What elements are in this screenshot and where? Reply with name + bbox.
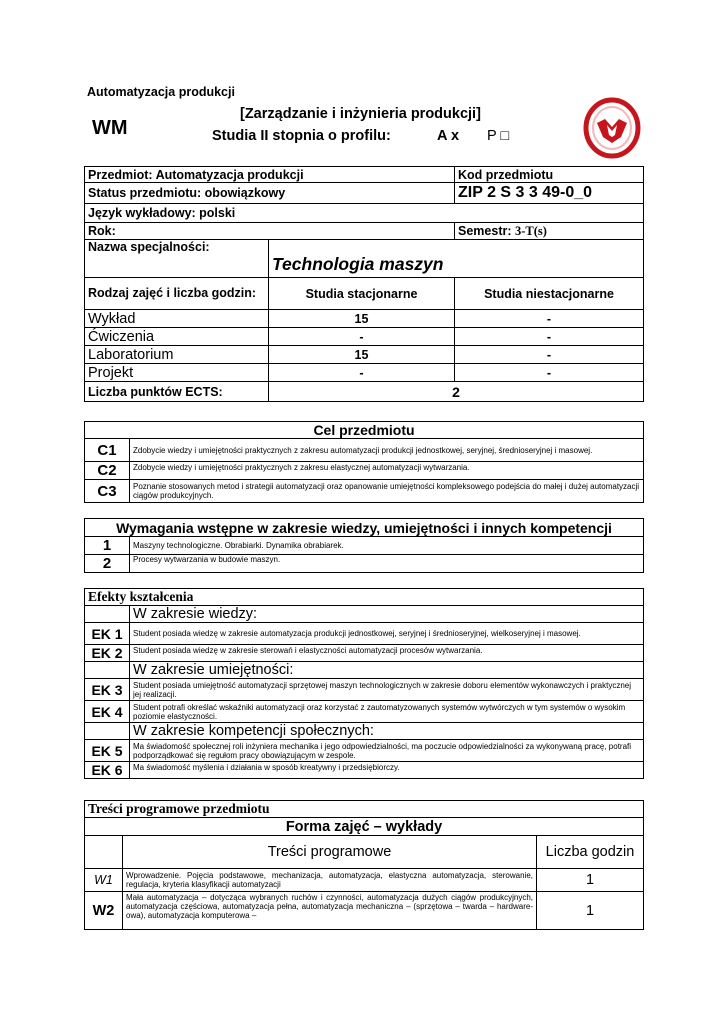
ek-code: EK 5: [85, 740, 130, 762]
table-row: [85, 645, 644, 662]
efekty-umiejetnosci-heading: W zakresie umiejętności:: [130, 662, 644, 679]
table-row: [85, 892, 644, 930]
table-row: [85, 346, 644, 364]
tresci-hours: 1: [537, 892, 644, 930]
row-stac: -: [269, 328, 455, 346]
kod-value: ZIP 2 S 3 3 49-0_0: [455, 183, 644, 204]
header-profile-a: A x: [437, 128, 460, 144]
table-row: [85, 555, 644, 573]
ects-label: Liczba punktów ECTS:: [85, 382, 269, 402]
wymagania-table: [84, 518, 644, 573]
table-row: [85, 364, 644, 382]
ek-code: EK 4: [85, 701, 130, 723]
row-name: Projekt: [85, 364, 269, 382]
cel-title: Cel przedmiotu: [85, 422, 644, 439]
tresci-title: Treści programowe przedmiotu: [85, 801, 644, 818]
ek-code: EK 6: [85, 762, 130, 779]
table-row: [85, 328, 644, 346]
efekty-table: [84, 588, 644, 779]
cel-text: Zdobycie wiedzy i umiejętności praktycznych z zakresu elastycznej automatyzacji wytwarzania.: [130, 462, 644, 480]
empty-cell: [85, 662, 130, 679]
ek-code: EK 3: [85, 679, 130, 701]
table-row: [85, 701, 644, 723]
status-cell: Status przedmiotu: obowiązkowy: [85, 183, 455, 204]
przedmiot-cell: Przedmiot: Automatyzacja produkcji: [85, 167, 455, 183]
col-niestacjonarne: Studia niestacjonarne: [455, 278, 644, 310]
row-niestac: -: [455, 346, 644, 364]
cel-text: Poznanie stosowanych metod i strategii automatyzacji oraz opanowanie umiejętności kompleksowego podejścia do małej i dużej automatyzacji ciągów produkcyjnych.: [130, 480, 644, 503]
table-row: [85, 462, 644, 480]
col-stacjonarne: Studia stacjonarne: [269, 278, 455, 310]
semestr-cell: [455, 223, 644, 240]
row-stac: 15: [269, 310, 455, 328]
ek-text: Student posiada wiedzę w zakresie automatyzacja produkcji jednostkowej, seryjnej i średnioseryjnej, wielkoseryjnej i masowej.: [130, 623, 644, 645]
table-row: [85, 740, 644, 762]
ek-text: Ma świadomość myślenia i działania w sposób kreatywny i przedsiębiorczy.: [130, 762, 644, 779]
header-studies-label: Studia II stopnia o profilu:: [212, 128, 391, 144]
header-program: [Zarządzanie i inżynieria produkcji]: [240, 106, 481, 122]
table-row: [85, 869, 644, 892]
table-row: [85, 480, 644, 503]
wymagania-code: 2: [85, 555, 130, 573]
tresci-hours: 1: [537, 869, 644, 892]
row-name: Wykład: [85, 310, 269, 328]
wymagania-text: Maszyny technologiczne. Obrabiarki. Dynamika obrabiarek.: [130, 537, 644, 555]
rok-cell: Rok:: [85, 223, 455, 240]
cel-table: [84, 421, 644, 503]
table-row: [85, 439, 644, 462]
cel-code: C1: [85, 439, 130, 462]
empty-cell: [85, 836, 123, 869]
tresci-forma: Forma zajęć – wykłady: [85, 818, 644, 836]
row-name: Ćwiczenia: [85, 328, 269, 346]
ek-code: EK 1: [85, 623, 130, 645]
row-stac: -: [269, 364, 455, 382]
row-stac: 15: [269, 346, 455, 364]
university-emblem-icon: [583, 97, 641, 159]
cel-text: Zdobycie wiedzy i umiejętności praktycznych z zakresu automatyzacji produkcji jednostkowej, seryjnej, średnioseryjnej i masowej.: [130, 439, 644, 462]
table-row: [85, 310, 644, 328]
kod-label: Kod przedmiotu: [455, 167, 644, 183]
row-name: Laboratorium: [85, 346, 269, 364]
col-tresci: Treści programowe: [123, 836, 537, 869]
ek-code: EK 2: [85, 645, 130, 662]
empty-cell: [85, 723, 130, 740]
tresci-code: W1: [85, 869, 123, 892]
header-subject-title: Automatyzacja produkcji: [87, 85, 235, 99]
wymagania-text: Procesy wytwarzania w budowie maszyn.: [130, 555, 644, 573]
row-niestac: -: [455, 310, 644, 328]
row-niestac: -: [455, 364, 644, 382]
tresci-code: W2: [85, 892, 123, 930]
rodzaj-label: Rodzaj zajęć i liczba godzin:: [85, 278, 269, 310]
specjalnosc-value: Technologia maszyn: [269, 240, 644, 278]
tresci-text: Wprowadzenie. Pojęcia podstawowe, mechanizacja, automatyzacja, elastyczna automatyzacja, sterowanie, regulacja, kryteria klasyfikacji automatyzacji: [123, 869, 537, 892]
table-row: [85, 623, 644, 645]
semestr-label: Semestr:: [458, 223, 512, 238]
wymagania-code: 1: [85, 537, 130, 555]
ek-text: Student potrafi określać wskaźniki automatyzacji oraz korzystać z zautomatyzowanych systemów wytwórczych w tym systemów o wysokim poziomie elastyczności.: [130, 701, 644, 723]
table-row: [85, 679, 644, 701]
ects-value: 2: [269, 382, 644, 402]
semestr-value: 3-T(s): [515, 223, 547, 238]
ek-text: Student posiada umiejętność automatyzacji sprzętowej maszyn technologicznych w zakresie doboru elementów wykonawczych i praktycznej jej realizacji.: [130, 679, 644, 701]
header-profile-p: P □: [487, 128, 510, 144]
cel-code: C3: [85, 480, 130, 503]
efekty-kompetencje-heading: W zakresie kompetencji społecznych:: [130, 723, 644, 740]
tresci-table: [84, 800, 644, 930]
subject-info-table: [84, 166, 644, 402]
specjalnosc-label: Nazwa specjalności:: [85, 240, 269, 278]
empty-cell: [85, 606, 130, 623]
table-row: [85, 537, 644, 555]
efekty-wiedza-heading: W zakresie wiedzy:: [130, 606, 644, 623]
col-liczba-godzin: Liczba godzin: [537, 836, 644, 869]
row-niestac: -: [455, 328, 644, 346]
efekty-title: Efekty kształcenia: [85, 589, 644, 606]
table-row: [85, 762, 644, 779]
wymagania-title: Wymagania wstępne w zakresie wiedzy, umiejętności i innych kompetencji: [85, 519, 644, 537]
ek-text: Student posiada wiedzę w zakresie sterowań i elastyczności automatyzacji procesów wytwarzania.: [130, 645, 644, 662]
jezyk-cell: Język wykładowy: polski: [85, 204, 644, 223]
header-wm: WM: [92, 117, 128, 139]
ek-text: Ma świadomość społecznej roli inżyniera mechanika i jego odpowiedzialności, ma poczucie odpowiedzialności za wykonywaną pracę, potrafi podporządkować się regułom pracy obowiązującym w zespole.: [130, 740, 644, 762]
tresci-text: Mała automatyzacja – dotycząca wybranych ruchów i czynności, automatyzacja dużych ciągów produkcyjnych, automatyzacja częściowa, automatyzacja pełna, automatyzacja mechaniczna – (sprzętowa – twarda – hardware-owa), automatyzacja komputerowa –: [123, 892, 537, 930]
cel-code: C2: [85, 462, 130, 480]
